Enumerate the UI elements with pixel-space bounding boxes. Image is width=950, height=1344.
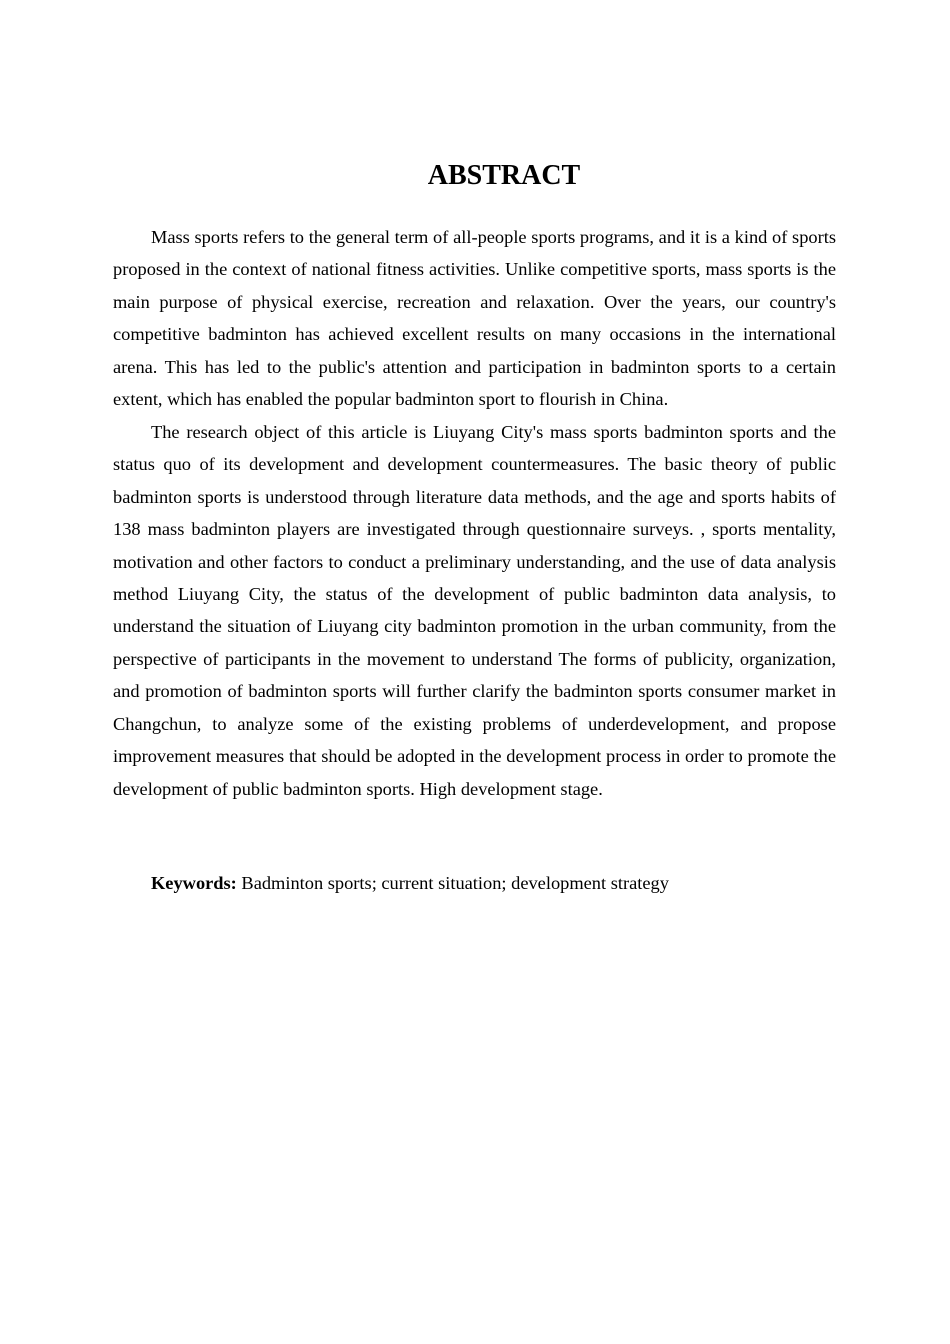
- keywords-text: Badminton sports; current situation; development strategy: [241, 873, 669, 893]
- abstract-paragraph-2: The research object of this article is Liuyang City's mass sports badminton sports and the status quo of its development and development countermeasures. The basic theory of public badminton sports is understood through literature data methods, and the age and sports habits of 138 mass badminton players are investigated through questionnaire surveys. , sports mentality, motivation and other factors to conduct a preliminary understanding, and the use of data analysis method Liuyang City, the status of the development of public badminton data analysis, to understand the situation of Liuyang city badminton promotion in the urban community, from the perspective of participants in the movement to understand The forms of publicity, organization, and promotion of badminton sports will further clarify the badminton sports consumer market in Changchun, to analyze some of the existing problems of underdevelopment, and propose improvement measures that should be adopted in the development process in order to promote the development of public badminton sports. High development stage.: [113, 421, 836, 799]
- abstract-body: [113, 221, 836, 805]
- abstract-title: ABSTRACT: [427, 160, 581, 191]
- abstract-paragraph-1: Mass sports refers to the general term of all-people sports programs, and it is a kind of sports proposed in the context of national fitness activities. Unlike competitive sports, mass sports is the main purpose of physical exercise, recreation and relaxation. Over the years, our country's competitive badminton has achieved excellent results on many occasions in the international arena. This has led to the public's attention and participation in badminton sports to a certain extent, which has enabled the popular badminton sport to flourish in China.: [113, 227, 836, 410]
- keywords-label: Keywords:: [151, 873, 237, 893]
- keywords-line: [151, 867, 669, 899]
